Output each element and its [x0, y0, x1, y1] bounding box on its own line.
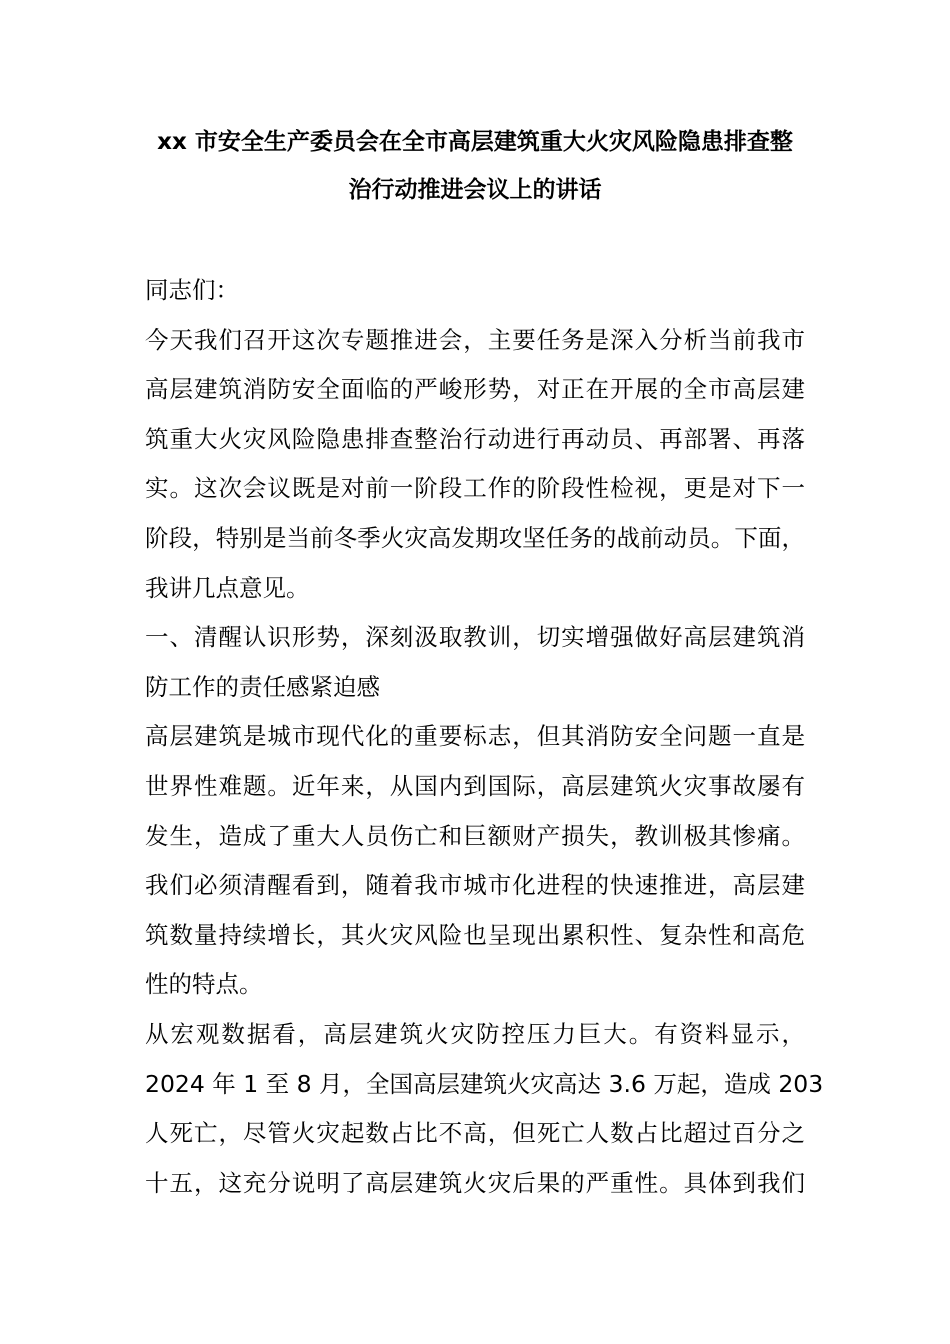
paragraph-line: 人死亡，尽管火灾起数占比不高，但死亡人数占比超过百分之 [145, 1119, 805, 1148]
paragraph-line: 筑数量持续增长，其火灾风险也呈现出累积性、复杂性和高危 [145, 920, 805, 949]
paragraph-line: 我讲几点意见。 [145, 573, 310, 602]
paragraph-line: 高层建筑是城市现代化的重要标志，但其消防安全问题一直是 [145, 722, 805, 751]
paragraph-line: 十五，这充分说明了高层建筑火灾后果的严重性。具体到我们 [145, 1168, 805, 1197]
document-title [120, 118, 830, 214]
document-body [145, 266, 824, 1208]
paragraph-line: 2024 年 1 至 8 月，全国高层建筑火灾高达 3.6 万起，造成 203 [145, 1069, 824, 1098]
paragraph-line: 筑重大火灾风险隐患排查整治行动进行再动员、再部署、再落 [145, 424, 805, 453]
title-line: 治行动推进会议上的讲话 [348, 177, 602, 203]
section-heading-line: 一、清醒认识形势，深刻汲取教训，切实增强做好高层建筑消 [145, 623, 805, 652]
paragraph-line: 实。这次会议既是对前一阶段工作的阶段性检视，更是对下一 [145, 474, 805, 503]
paragraph-line: 阶段，特别是当前冬季火灾高发期攻坚任务的战前动员。下面， [145, 523, 805, 552]
paragraph-line: 世界性难题。近年来，从国内到国际，高层建筑火灾事故屡有 [145, 771, 805, 800]
paragraph-line: 发生，造成了重大人员伤亡和巨额财产损失，教训极其惨痛。 [145, 821, 805, 850]
paragraph-line: 从宏观数据看，高层建筑火灾防控压力巨大。有资料显示， [145, 1019, 805, 1048]
paragraph-line: 高层建筑消防安全面临的严峻形势，对正在开展的全市高层建 [145, 375, 805, 404]
paragraph-line: 我们必须清醒看到，随着我市城市化进程的快速推进，高层建 [145, 871, 805, 900]
paragraph-line: 今天我们召开这次专题推进会，主要任务是深入分析当前我市 [145, 325, 805, 354]
paragraph-line: 性的特点。 [145, 970, 263, 999]
salutation: 同志们： [145, 276, 239, 304]
title-line: xx 市安全生产委员会在全市高层建筑重大火灾风险隐患排查整 [157, 129, 793, 155]
section-heading-line: 防工作的责任感紧迫感 [145, 672, 380, 701]
